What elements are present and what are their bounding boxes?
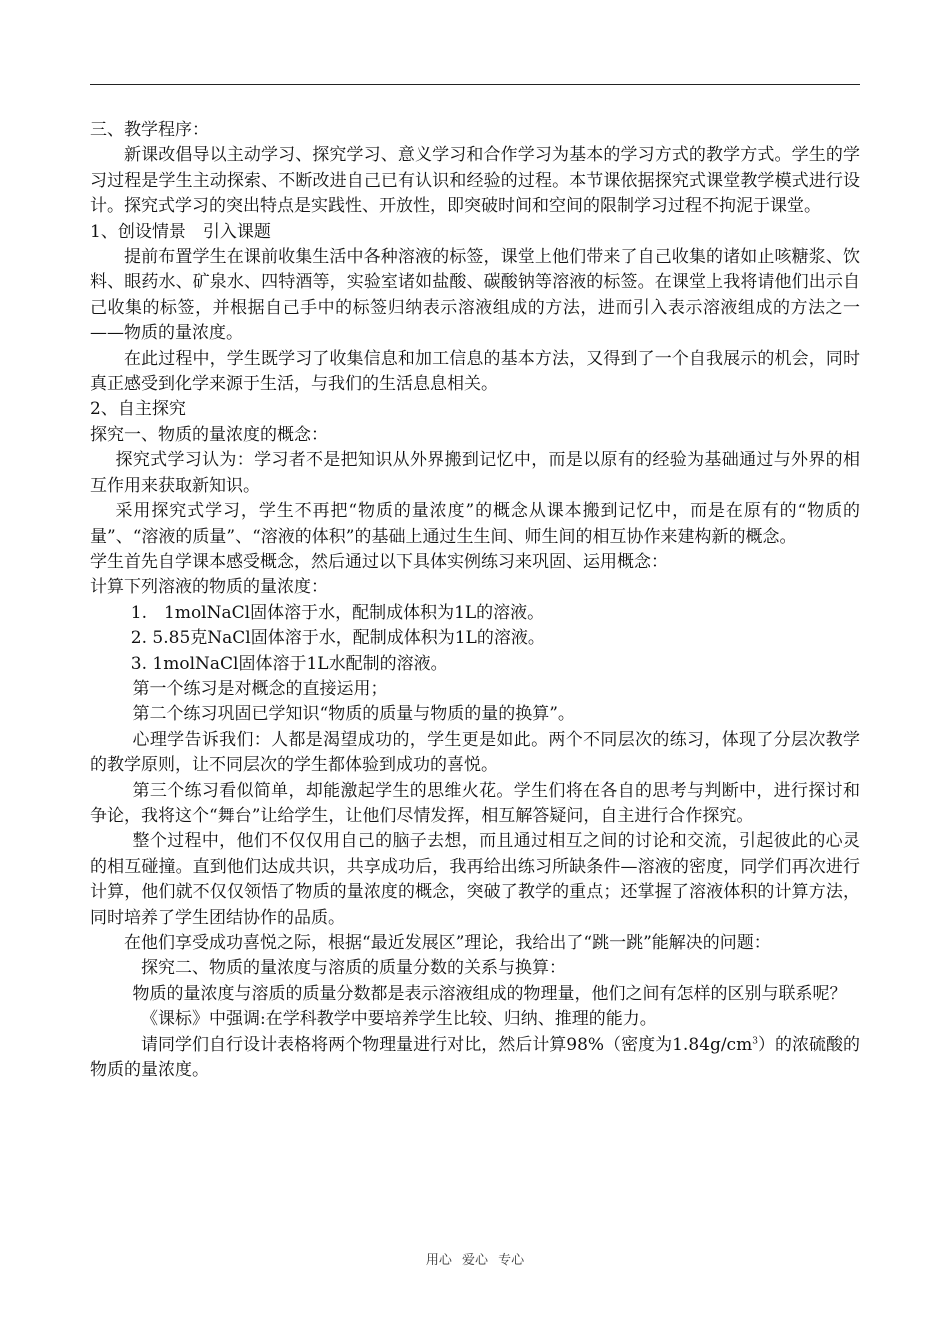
paragraph-design-table-tail: ）的浓硫酸的物质的量浓度。 — [90, 1034, 861, 1081]
paragraph-third-exercise: 第三个练习看似简单，却能激起学生的思维火花。学生们将在各自的思考与判断中，进行探讨和争论，我将这个“舞台”让给学生，让他们尽情发挥，相互解答疑问，自主进行合作探究。 — [90, 780, 860, 826]
paragraph-curriculum-standard: 《课标》中强调:在学科教学中要培养学生比较、归纳、推理的能力。 — [141, 1009, 657, 1030]
paragraph-collect-labels: 提前布置学生在课前收集生活中各种溶液的标签，课堂上他们带来了自己收集的诸如止咳糖浆、饮料、眼药水、矿泉水、四特酒等，实验室诸如盐酸、碳酸钠等溶液的标签。在课堂上我将请他们出示自己收集的标签，并根据自己手中的标签归纳表示溶液组成的方法，进而引入表示溶液组成的方法之一 ——物质的量浓度。 — [90, 247, 860, 344]
paragraph-process: 在此过程中，学生既学习了收集信息和加工信息的基本方法，又得到了一个自我展示的机会，同时真正感受到化学来源于生活，与我们的生活息息相关。 — [90, 348, 860, 395]
intro-paragraph: 新课改倡导以主动学习、探究学习、意义学习和合作学习为基本的学习方式的教学方式。学生的学习过程是学生主动探索、不断改进自己已有认识和经验的过程。本节课依据探究式课堂教学模式进行设计。探究式学习的突出特点是实践性、开放性，即突破时间和空间的限制学习过程不拘泥于课堂。 — [90, 145, 860, 217]
paragraph-design-table — [90, 1033, 860, 1084]
paragraph-self-study: 学生首先自学课本感受概念，然后通过以下具体实例练习来巩固、运用概念： — [90, 551, 668, 572]
heading-2: 2、自主探究 — [90, 399, 186, 420]
document-body — [90, 118, 860, 1083]
explore-1-title: 探究一、物质的量浓度的概念： — [90, 424, 328, 445]
page-footer: 用心 爱心 专心 — [425, 1253, 525, 1268]
section-title: 三、教学程序： — [90, 120, 209, 140]
exercise-item: 2. 5.85克NaCl固体溶于水，配制成体积为1L的溶液。 — [130, 628, 545, 649]
paragraph-whole-process: 整个过程中，他们不仅仅用自己的脑子去想，而且通过相互之间的讨论和交流，引起彼此的心灵的相互碰撞。直到他们达成共识，共享成功后，我再给出练习所缺条件—溶液的密度，同学们再次进行计算，他们就不仅仅领悟了物质的量浓度的概念，突破了教学的重点；还掌握了溶液体积的计算方法，同时培养了学生团结协作的品质。 — [90, 831, 860, 928]
heading-1: 1、创设情景 引入课题 — [90, 221, 271, 242]
paragraph-calculate: 计算下列溶液的物质的量浓度： — [90, 577, 328, 598]
paragraph-inquiry-learning: 探究式学习认为：学习者不是把知识从外界搬到记忆中，而是以原有的经验为基础通过与外界的相互作用来获取新知识。 — [90, 450, 860, 496]
paragraph-adopt-inquiry: 采用探究式学习，学生不再把“物质的量浓度”的概念从课本搬到记忆中，而是在原有的“物质的量”、“溶液的质量”、“溶液的体积”的基础上通过生生间、师生间的相互协作来建构新的概念。 — [90, 501, 860, 547]
paragraph-zone-of-development: 在他们享受成功喜悦之际，根据“最近发展区”理论，我给出了“跳一跳”能解决的问题： — [124, 933, 771, 953]
paragraph-compare-quantities: 物质的量浓度与溶质的质量分数都是表示溶液组成的物理量，他们之间有怎样的区别与联系呢？ — [132, 983, 847, 1004]
unit-superscript: 3 — [752, 1035, 758, 1046]
paragraph-first-exercise: 第一个练习是对概念的直接运用； — [132, 678, 388, 699]
exercise-item: 3. 1molNaCl固体溶于1L水配制的溶液。 — [130, 653, 448, 674]
paragraph-design-table-text: 请同学们自行设计表格将两个物理量进行对比，然后计算98%（密度为1.84g/cm — [141, 1034, 753, 1055]
exercise-item: 1. 1molNaCl固体溶于水，配制成体积为1L的溶液。 — [130, 602, 545, 623]
paragraph-psychology: 心理学告诉我们：人都是渴望成功的，学生更是如此。两个不同层次的练习，体现了分层次教学的教学原则，让不同层次的学生都体验到成功的喜悦。 — [90, 729, 860, 776]
paragraph-second-exercise: 第二个练习巩固已学知识“物质的质量与物质的量的换算”。 — [132, 704, 575, 725]
header-rule — [90, 84, 860, 85]
explore-2-title: 探究二、物质的量浓度与溶质的质量分数的关系与换算： — [141, 958, 566, 979]
